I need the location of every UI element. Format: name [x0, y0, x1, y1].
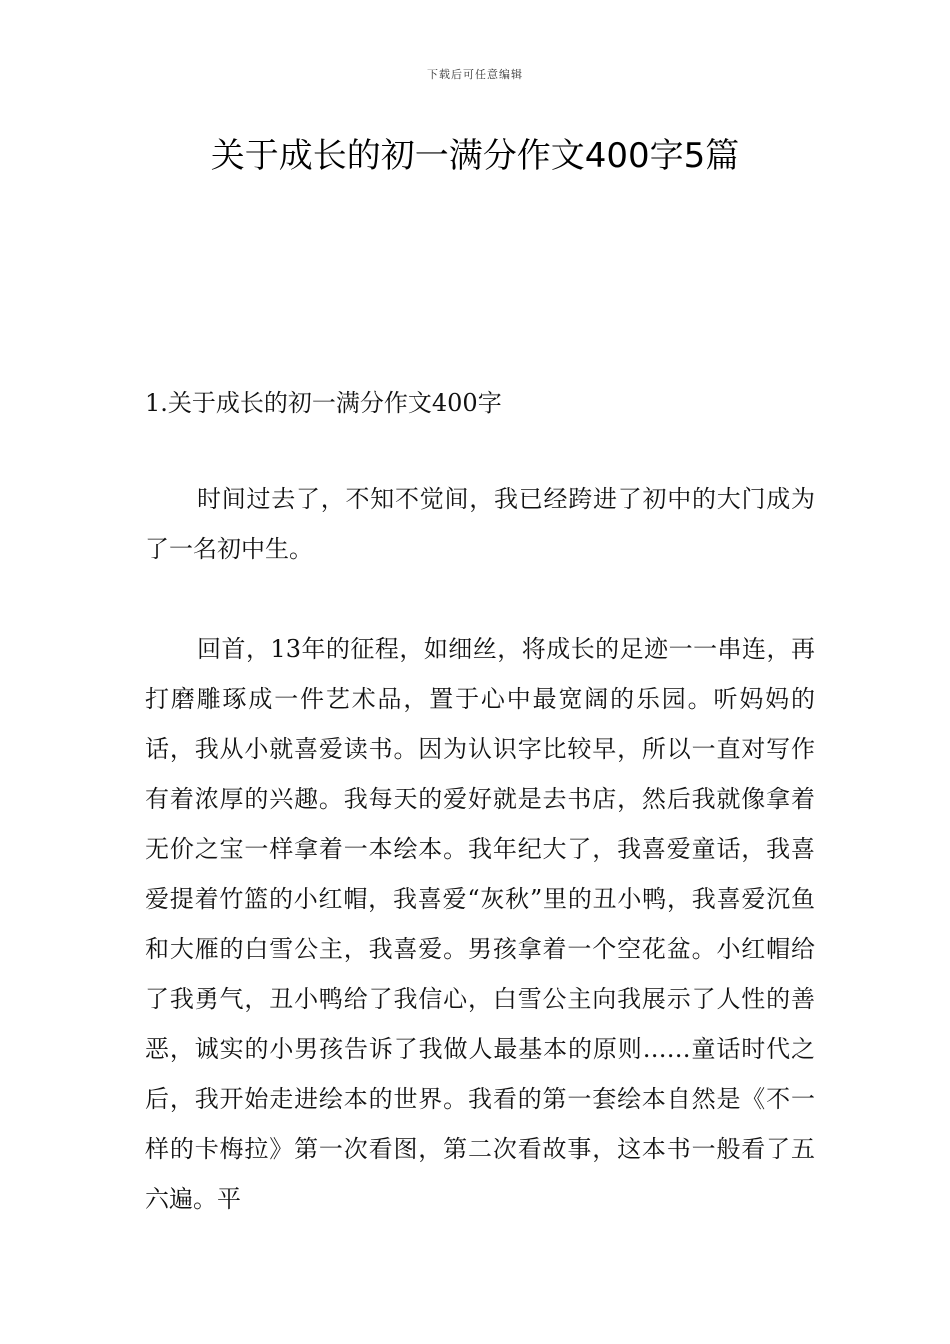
document-title: 关于成长的初一满分作文400字5篇: [210, 136, 740, 176]
paragraph-body: 回首，13年的征程，如细丝，将成长的足迹一一串连，再打磨雕琢成一件艺术品，置于心中最宽阔的乐园。听妈妈的话，我从小就喜爱读书。因为认识字比较早，所以一直对写作有着浓厚的兴趣。我每天的爱好就是去书店，然后我就像拿着无价之宝一样拿着一本绘本。我年纪大了，我喜爱童话，我喜爱提着竹篮的小红帽，我喜爱“灰秋”里的丑小鸭，我喜爱沉鱼和大雁的白雪公主，我喜爱。男孩拿着一个空花盆。小红帽给了我勇气，丑小鸭给了我信心，白雪公主向我展示了人性的善恶，诚实的小男孩告诉了我做人最基本的原则……童话时代之后，我开始走进绘本的世界。我看的第一套绘本自然是《不一样的卡梅拉》第一次看图，第二次看故事，这本书一般看了五六遍。平: [145, 635, 815, 1213]
paragraph-intro: 时间过去了，不知不觉间，我已经跨进了初中的大门成为了一名初中生。: [145, 485, 815, 563]
section-heading: 1.关于成长的初一满分作文400字: [145, 389, 502, 417]
page-header-note: 下载后可任意编辑: [427, 68, 523, 81]
